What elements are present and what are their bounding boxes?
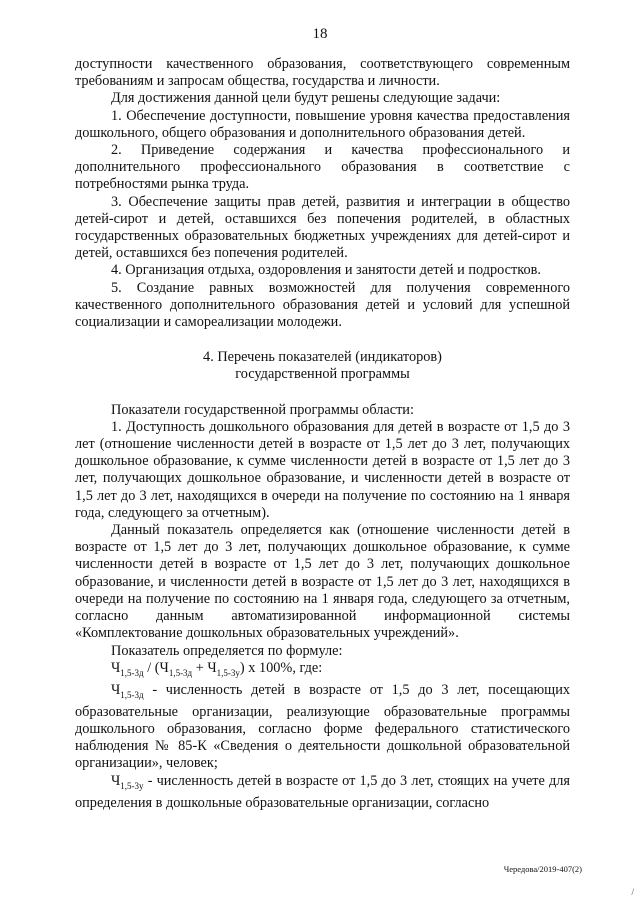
- section-heading: [75, 349, 570, 383]
- task-item-5: 5. Создание равных возможностей для получения современного качественного дополнительного образования детей и условий для успешной социализации и самореализации молодежи.: [75, 279, 570, 331]
- section-heading-line-2: государственной программы: [235, 366, 410, 383]
- paragraph: доступности качественного образования, соответствующего современным требованиям и запросам общества, государства и личности.: [75, 56, 570, 90]
- formula: $Ч_{1,5-3д} / (Ч_{1,5-3д} + Ч_{1,5-3у})$ х 100%, где:: [111, 659, 323, 678]
- paragraph: Показатель определяется по формуле:: [111, 642, 343, 659]
- footer-reference: Чередова/2019-407(2): [503, 864, 582, 874]
- edge-mark: /: [631, 887, 634, 897]
- formula-definition-d: $Ч_{1,5-3д}$ - численность детей в возрасте от 1,5 до 3 лет, посещающих образовательные организации, реализующие образовательные программы дошкольного образования, согласно форме федерального статистического наблюдения № 85-К «Сведения о деятельности дошкольной образовательной организации», человек;: [75, 681, 570, 772]
- indicator-1: 1. Доступность дошкольного образования для детей в возрасте от 1,5 до 3 лет (отношение численности детей в возрасте от 1,5 лет до 3 лет, получающих дошкольное образование, к сумме численности детей в возрасте от 1,5 лет до 3 лет, получающих дошкольное образование, и численности детей в возрасте от 1,5 лет до 3 лет, находящихся в очереди на получение по состоянию на 1 января года, следующего за отчетным).: [75, 418, 570, 521]
- task-item-2: 2. Приведение содержания и качества профессионального и дополнительного профессионального образования в соответствие с потребностями рынка труда.: [75, 142, 570, 193]
- task-item-4: 4. Организация отдыха, оздоровления и занятости детей и подростков.: [111, 262, 541, 279]
- section-heading-line-1: 4. Перечень показателей (индикаторов): [203, 349, 442, 366]
- formula-definition-u: $Ч_{1,5-3у}$ - численность детей в возрасте от 1,5 до 3 лет, стоящих на учете для определения в дошкольные образовательные организации, согласно: [75, 772, 570, 811]
- paragraph: Данный показатель определяется как (отношение численности детей в возрасте от 1,5 лет до 3 лет, получающих дошкольное образование, к сумме численности детей в возрасте от 1,5 лет до 3 лет, получающих дошкольное образование, и численности детей в возрасте от 1,5 лет до 3 лет, находящихся в очереди на получение по состоянию на 1 января года, следующего за отчетным, согласно данным автоматизированной информационной системы «Комплектование дошкольных образовательных учреждений».: [75, 522, 570, 642]
- task-item-1: 1. Обеспечение доступности, повышение уровня качества предоставления дошкольного, общего образования и дополнительного образования детей.: [75, 107, 570, 141]
- paragraph: Показатели государственной программы области:: [111, 401, 414, 418]
- document-body: [75, 56, 570, 812]
- page-number: 18: [312, 26, 328, 42]
- paragraph: Для достижения данной цели будут решены следующие задачи:: [111, 90, 501, 107]
- task-item-3: 3. Обеспечение защиты прав детей, развития и интеграции в общество детей-сирот и детей, оставшихся без попечения родителей, в областных государственных образовательных бюджетных учреждениях для детей-сирот и детей, оставшихся без попечения родителей.: [75, 193, 570, 262]
